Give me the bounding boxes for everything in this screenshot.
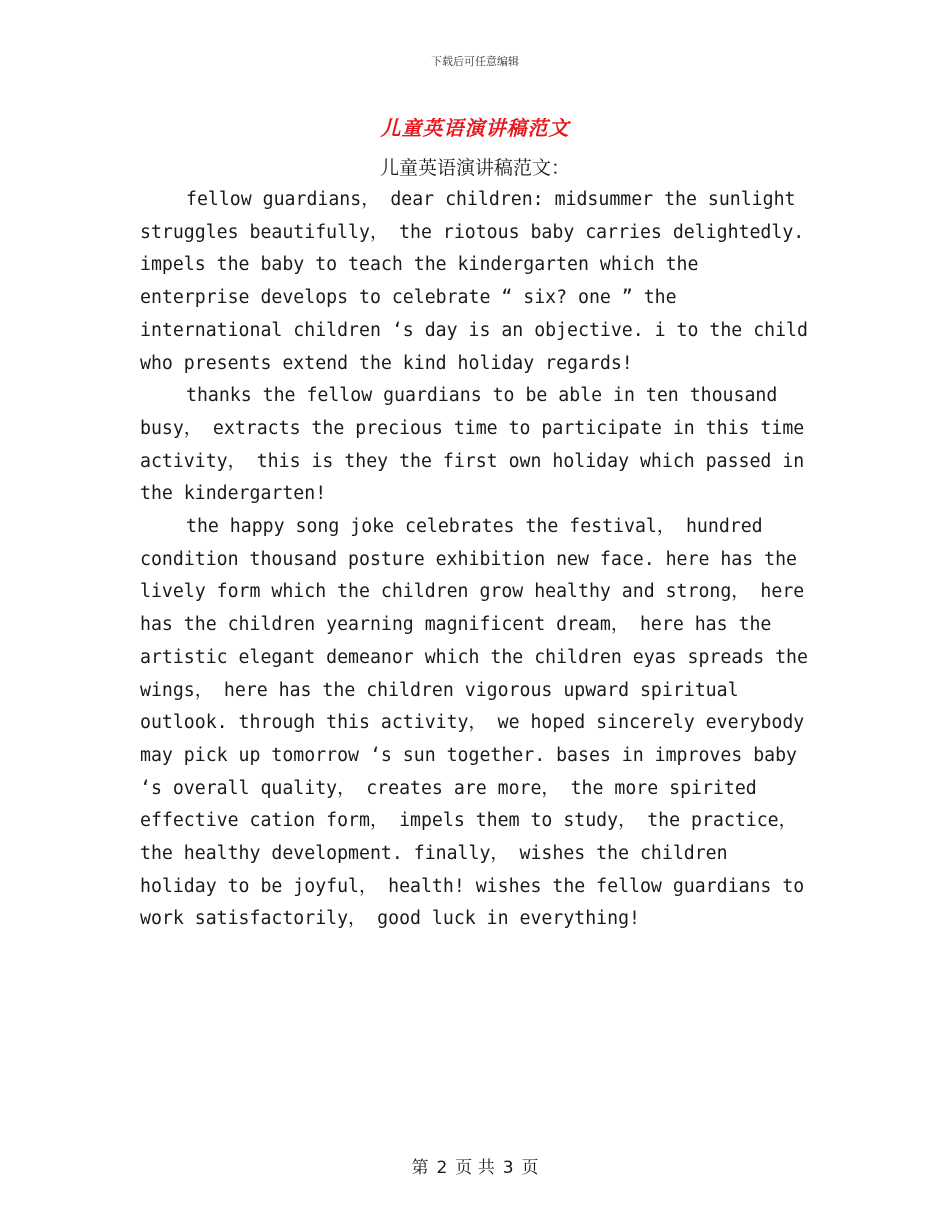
- page-total: 3: [502, 1158, 514, 1178]
- page-label-middle: 页 共: [455, 1158, 495, 1178]
- page-label-prefix: 第: [411, 1158, 429, 1178]
- document-body: [140, 184, 810, 936]
- paragraph: fellow guardians， dear children: midsummer the sunlight struggles beautifully， the riotous baby carries delightedly. impels the baby to teach the kindergarten which the enterprise develops to celebrate “ six? one ” the international children ‘s day is an objective. i to the child who presents extend the kind holiday regards!: [140, 189, 808, 374]
- paragraph: thanks the fellow guardians to be able in ten thousand busy， extracts the precious time to participate in this time activity， this is they the first own holiday which passed in the kindergarten!: [140, 385, 805, 505]
- header-note: 下载后可任意编辑: [431, 55, 519, 68]
- page-footer: [0, 1153, 950, 1178]
- document-title: 儿童英语演讲稿范文: [380, 116, 570, 140]
- page-label-suffix: 页: [521, 1158, 539, 1178]
- page-number: 2: [436, 1158, 448, 1178]
- document-subtitle: 儿童英语演讲稿范文：: [379, 157, 570, 179]
- paragraph: the happy song joke celebrates the festival， hundred condition thousand posture exhibition new face. here has the lively form which the children grow healthy and strong， here has the children yearning magnificent dream， here has the artistic elegant demeanor which the children eyas spreads the wings， here has the children vigorous upward spiritual outlook. through this activity， we hoped sincerely everybody may pick up tomorrow ‘s sun together. bases in improves baby ‘s overall quality， creates are more， the more spirited effective cation form， impels them to study， the practice， the healthy development. finally， wishes the children holiday to be joyful， health! wishes the fellow guardians to work satisfactorily， good luck in everything!: [140, 516, 808, 930]
